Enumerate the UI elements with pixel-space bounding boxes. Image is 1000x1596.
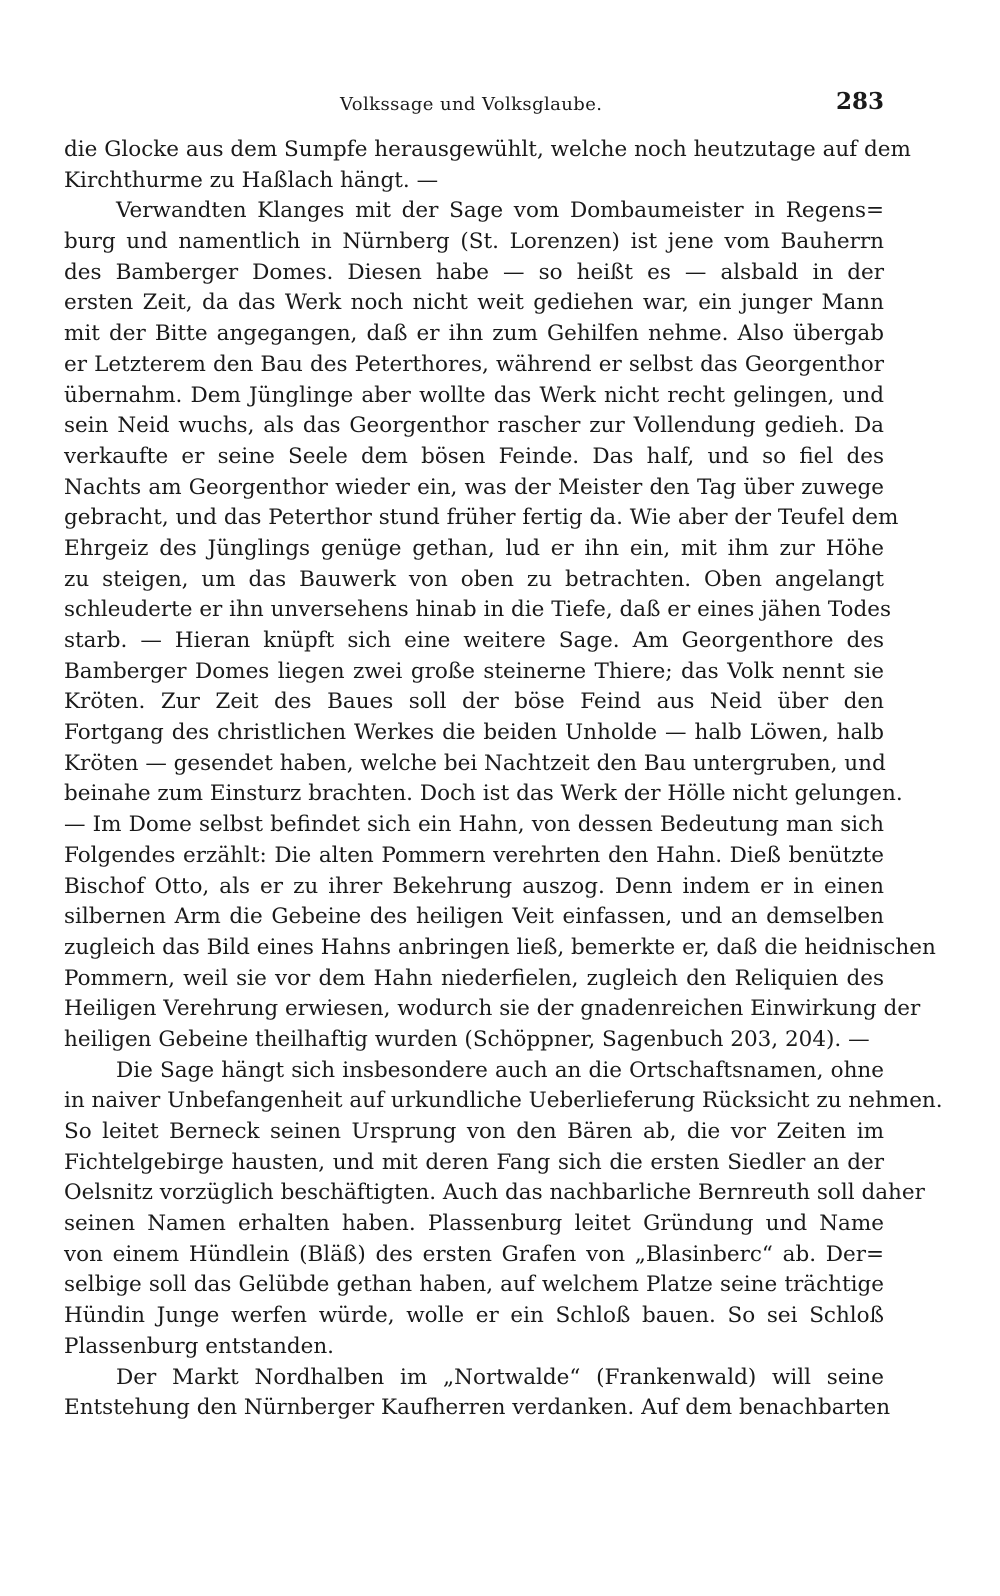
text-line: Fichtelgebirge hausten, und mit deren Fang sich die ersten Siedler an der [64,1149,884,1175]
text-line: gebracht, und das Peterthor stund früher fertig da. Wie aber der Teufel dem [64,505,899,531]
text-line: Nachts am Georgenthor wieder ein, was der Meister den Tag über zuwege [64,474,884,500]
running-title: Volkssage und Volksglaube. [340,94,603,115]
text-line: heiligen Gebeine theilhaftig wurden (Schöppner, Sagenbuch 203, 204). — [64,1026,870,1052]
text-line: selbige soll das Gelübde gethan haben, auf welchem Platze seine trächtige [64,1272,884,1298]
text-line: übernahm. Dem Jünglinge aber wollte das Werk nicht recht gelingen, und [64,382,884,408]
text-line: Oelsnitz vorzüglich beschäftigten. Auch das nachbarliche Bernreuth soll daher [64,1180,925,1206]
page-number: 283 [836,88,885,115]
text-line: Folgendes erzählt: Die alten Pommern verehrten den Hahn. Dieß benützte [64,842,884,868]
text-line: seinen Namen erhalten haben. Plassenburg leitet Gründung und Name [64,1211,884,1237]
text-line: Verwandten Klanges mit der Sage vom Dombaumeister in Regens= [116,198,884,224]
text-line: er Letzterem den Bau des Peterthores, während er selbst das Georgenthor [64,351,884,377]
text-line: Entstehung den Nürnberger Kaufherren verdanken. Auf dem benachbarten [64,1395,891,1421]
text-line: Der Markt Nordhalben im „Nortwalde“ (Frankenwald) will seine [116,1364,884,1390]
text-line: beinahe zum Einsturz brachten. Doch ist das Werk der Hölle nicht gelungen. [64,781,903,807]
text-line: zu steigen, um das Bauwerk von oben zu betrachten. Oben angelangt [64,566,884,592]
text-line: verkaufte er seine Seele dem bösen Feinde. Das half, und so fiel des [64,443,884,469]
text-line: ersten Zeit, da das Werk noch nicht weit gediehen war, ein junger Mann [64,290,884,316]
text-line: zugleich das Bild eines Hahns anbringen ließ, bemerkte er, daß die heidnischen [64,934,936,960]
text-line: Bamberger Domes liegen zwei große steinerne Thiere; das Volk nennt sie [64,658,884,684]
text-line: die Glocke aus dem Sumpfe herausgewühlt, welche noch heutzutage auf dem [64,137,911,162]
text-line: sein Neid wuchs, als das Georgenthor rascher zur Vollendung gedieh. Da [64,413,884,439]
text-line: Pommern, weil sie vor dem Hahn niederfielen, zugleich den Reliquien des [64,965,884,991]
text-line: Die Sage hängt sich insbesondere auch an die Ortschaftsnamen, ohne [116,1057,884,1083]
text-line: Kirchthurme zu Haßlach hängt. — [64,167,439,193]
text-line: von einem Hündlein (Bläß) des ersten Grafen von „Blasinberc“ ab. Der= [64,1241,884,1267]
text-line: So leitet Berneck seinen Ursprung von den Bären ab, die vor Zeiten im [64,1119,884,1144]
text-line: Kröten. Zur Zeit des Baues soll der böse Feind aus Neid über den [64,689,884,715]
text-line: Fortgang des christlichen Werkes die beiden Unholde — halb Löwen, halb [64,720,884,746]
text-line: schleuderte er ihn unversehens hinab in die Tiefe, daß er eines jähen Todes [64,597,892,623]
text-line: Plassenburg entstanden. [64,1333,334,1359]
text-line: silbernen Arm die Gebeine des heiligen Veit einfassen, und an demselben [64,904,884,930]
text-line: — Im Dome selbst befindet sich ein Hahn, von dessen Bedeutung man sich [64,812,884,838]
running-head [0,88,1000,122]
text-line: des Bamberger Domes. Diesen habe — so heißt es — alsbald in der [64,259,884,285]
text-line: starb. — Hieran knüpft sich eine weitere Sage. Am Georgenthore des [64,628,884,653]
text-line: mit der Bitte angegangen, daß er ihn zum Gehilfen nehme. Also übergab [64,321,884,347]
text-line: Kröten — gesendet haben, welche bei Nachtzeit den Bau untergruben, und [64,750,886,776]
text-line: Bischof Otto, als er zu ihrer Bekehrung auszog. Denn indem er in einen [64,873,884,899]
text-line: Ehrgeiz des Jünglings genüge gethan, lud er ihn ein, mit ihm zur Höhe [64,535,884,561]
text-line: burg und namentlich in Nürnberg (St. Lorenzen) ist jene vom Bauherrn [64,229,884,255]
text-line: Heiligen Verehrung erwiesen, wodurch sie der gnadenreichen Einwirkung der [64,996,921,1022]
body-text [64,135,943,1424]
text-line: Hündin Junge werfen würde, wolle er ein Schloß bauen. So sei Schloß [64,1303,884,1329]
text-line: in naiver Unbefangenheit auf urkundliche Ueberlieferung Rücksicht zu nehmen. [64,1088,943,1114]
